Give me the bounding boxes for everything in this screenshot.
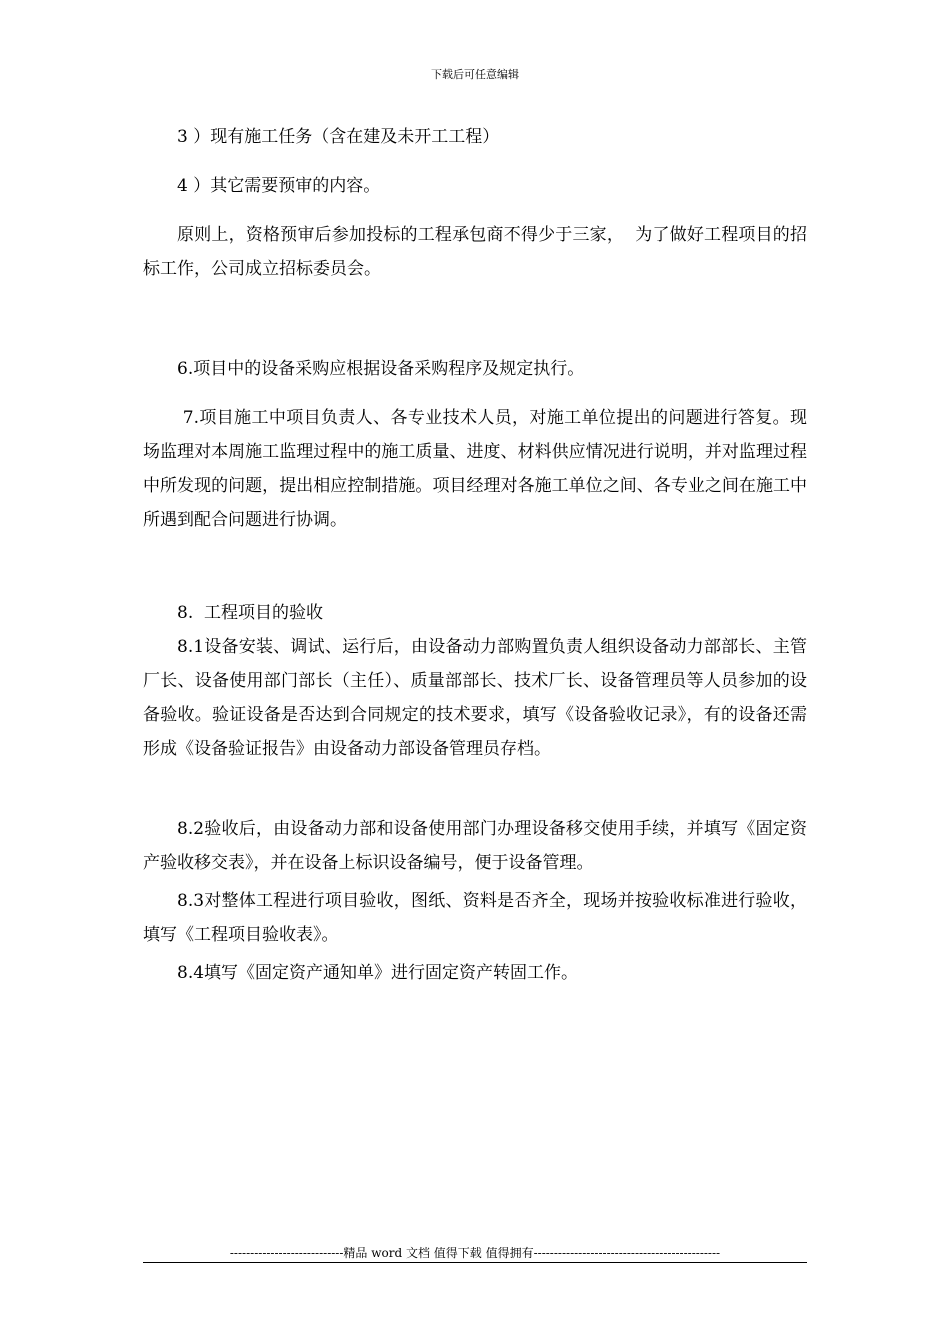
paragraph-8-1: 8.1设备安装、调试、运行后，由设备动力部购置负责人组织设备动力部部长、主管厂长、设备使用部门部长（主任）、质量部部长、技术厂长、设备管理员等人员参加的设备验收。验证设备是否达到合同规定的技术要求，填写《设备验收记录》，有的设备还需形成《设备验证报告》由设备动力部设备管理员存档。 <box>143 637 807 759</box>
paragraph-section-7: 7.项目施工中项目负责人、各专业技术人员，对施工单位提出的问题进行答复。现场监理对本周施工监理过程中的施工质量、进度、材料供应情况进行说明，并对监理过程中所发现的问题，提出相应控制措施。项目经理对各施工单位之间、各专业之间在施工中所遇到配合问题进行协调。 <box>143 408 808 530</box>
paragraph-prequalification: 原则上，资格预审后参加投标的工程承包商不得少于三家， 为了做好工程项目的招标工作，公司成立招标委员会。 <box>143 225 807 279</box>
paragraph-item-3: 3 ）现有施工任务（含在建及未开工工程） <box>177 127 500 147</box>
paragraph-8-4: 8.4填写《固定资产通知单》进行固定资产转固工作。 <box>177 963 579 983</box>
footer-rule <box>143 1262 807 1263</box>
paragraph-item-4: 4 ）其它需要预审的内容。 <box>177 176 381 196</box>
page-footer: ----------------------------精品 word 文档 值得下载 值得拥有---------------------------------------------- <box>229 1246 721 1260</box>
page-header: 下载后可任意编辑 <box>431 68 519 81</box>
paragraph-8-2: 8.2验收后，由设备动力部和设备使用部门办理设备移交使用手续，并填写《固定资产验收移交表》，并在设备上标识设备编号，便于设备管理。 <box>143 819 807 873</box>
paragraph-8-3: 8.3对整体工程进行项目验收，图纸、资料是否齐全，现场并按验收标准进行验收，填写《工程项目验收表》。 <box>143 891 807 945</box>
section-8-heading: 8. 工程项目的验收 <box>177 603 324 623</box>
paragraph-section-6: 6.项目中的设备采购应根据设备采购程序及规定执行。 <box>177 359 585 379</box>
